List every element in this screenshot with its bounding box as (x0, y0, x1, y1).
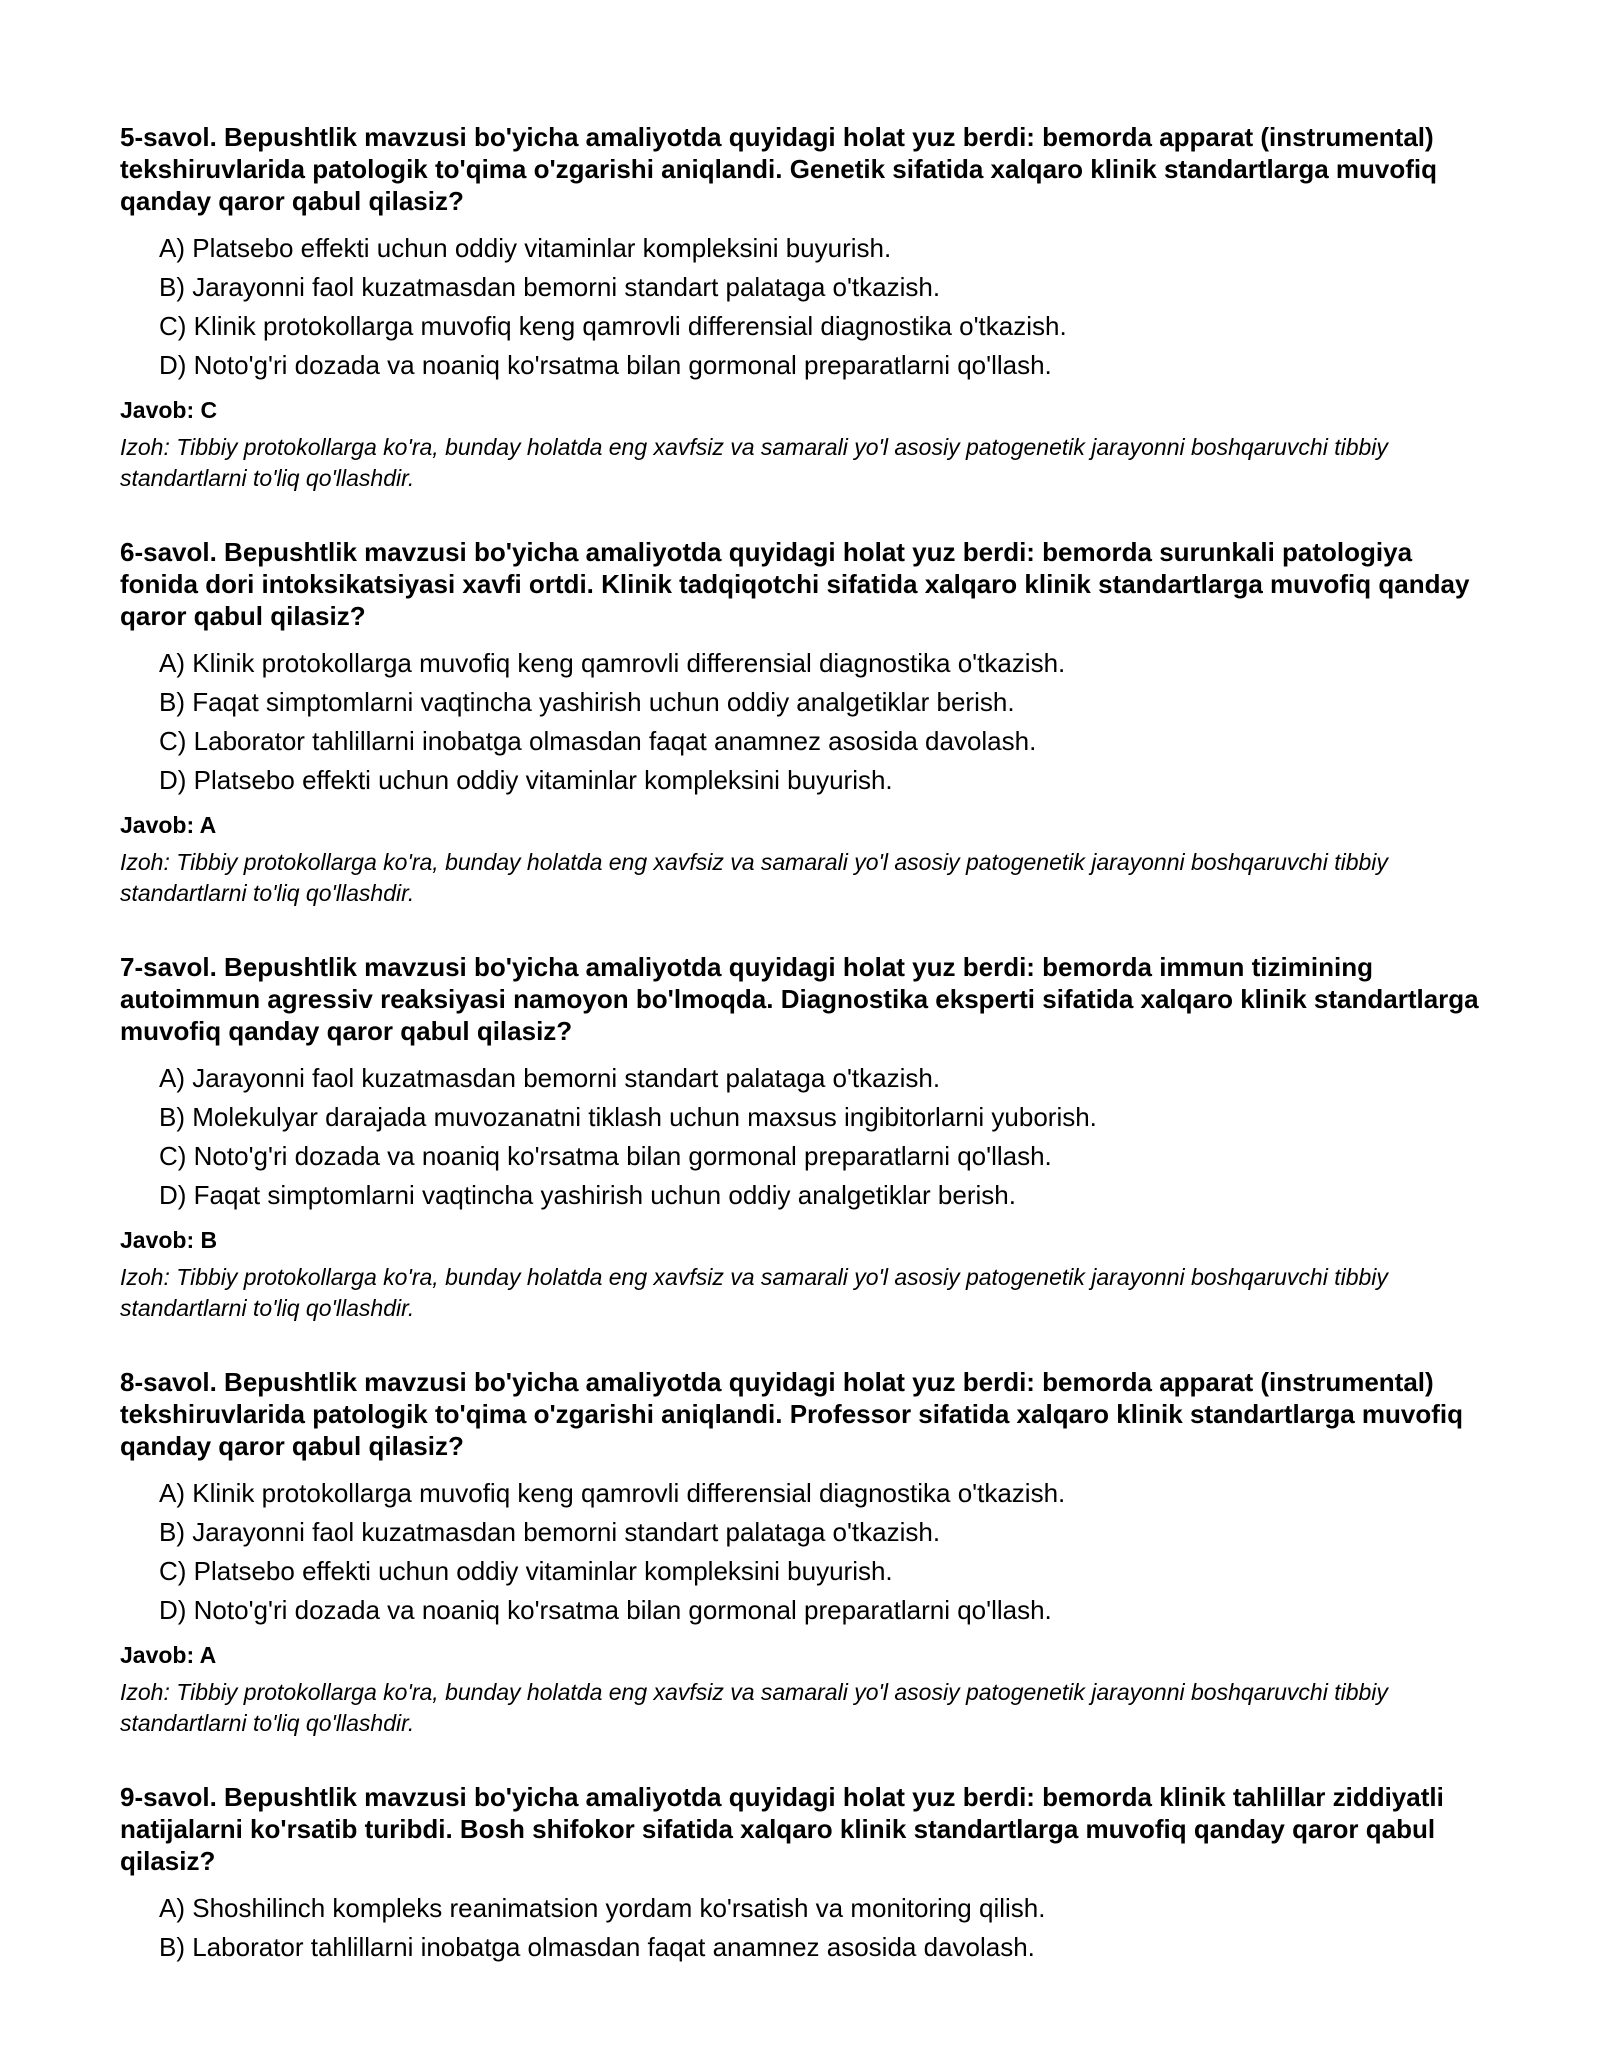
answer-options (120, 1474, 1490, 1630)
option-d: D) Faqat simptomlarni vaqtincha yashirish uchun oddiy analgetiklar berish. (159, 1180, 1016, 1210)
answer-key: Javob: A (120, 1642, 217, 1668)
option-c: C) Laborator tahlillarni inobatga olmasdan faqat anamnez asosida davolash. (159, 726, 1037, 756)
answer-key: Javob: C (120, 397, 218, 423)
explanation-note: Izoh: Tibbiy protokollarga ko'ra, bunday holatda eng xavfsiz va samarali yo'l asosiy patogenetik jarayonni boshqaruvchi tibbiy standartlarni to'liq qo'llashdir. (120, 1264, 1388, 1321)
explanation-note: Izoh: Tibbiy protokollarga ko'ra, bunday holatda eng xavfsiz va samarali yo'l asosiy patogenetik jarayonni boshqaruvchi tibbiy standartlarni to'liq qo'llashdir. (120, 1679, 1388, 1736)
option-b: B) Molekulyar darajada muvozanatni tiklash uchun maxsus ingibitorlarni yuborish. (159, 1102, 1097, 1132)
option-c: C) Klinik protokollarga muvofiq keng qamrovli differensial diagnostika o'tkazish. (159, 311, 1067, 341)
option-d: D) Noto'g'ri dozada va noaniq ko'rsatma bilan gormonal preparatlarni qo'llash. (159, 1595, 1052, 1625)
option-c: C) Noto'g'ri dozada va noaniq ko'rsatma bilan gormonal preparatlarni qo'llash. (159, 1141, 1052, 1171)
option-a: A) Klinik protokollarga muvofiq keng qamrovli differensial diagnostika o'tkazish. (159, 648, 1066, 678)
option-b: B) Laborator tahlillarni inobatga olmasdan faqat anamnez asosida davolash. (159, 1932, 1035, 1962)
question-block-9 (120, 1781, 1490, 1967)
option-d: D) Platsebo effekti uchun oddiy vitaminlar kompleksini buyurish. (159, 765, 893, 795)
answer-key: Javob: B (120, 1227, 218, 1253)
question-block-7 (120, 951, 1490, 1324)
question-title: 9-savol. Bepushtlik mavzusi bo'yicha amaliyotda quyidagi holat yuz berdi: bemorda klinik tahlillar ziddiyatli natijalarni ko'rsatib turibdi. Bosh shifokor sifatida xalqaro klinik standartlarga muvofiq qanday qaror qabul qilasiz? (120, 1782, 1444, 1876)
answer-key: Javob: A (120, 812, 217, 838)
question-block-8 (120, 1366, 1490, 1739)
question-title: 5-savol. Bepushtlik mavzusi bo'yicha amaliyotda quyidagi holat yuz berdi: bemorda apparat (instrumental) tekshiruvlarida patologik to'qima o'zgarishi aniqlandi. Genetik sifatida xalqaro klinik standartlarga muvofiq qanday qaror qabul qilasiz? (120, 122, 1437, 216)
question-title: 8-savol. Bepushtlik mavzusi bo'yicha amaliyotda quyidagi holat yuz berdi: bemorda apparat (instrumental) tekshiruvlarida patologik to'qima o'zgarishi aniqlandi. Professor sifatida xalqaro klinik standartlarga muvofiq qanday qaror qabul qilasiz? (120, 1367, 1464, 1461)
answer-options (120, 1059, 1490, 1215)
question-block-5 (120, 121, 1490, 494)
answer-options (120, 644, 1490, 800)
question-title: 7-savol. Bepushtlik mavzusi bo'yicha amaliyotda quyidagi holat yuz berdi: bemorda immun tizimining autoimmun agressiv reaksiyasi namoyon bo'lmoqda. Diagnostika eksperti sifatida xalqaro klinik standartlarga muvofiq qanday qaror qabul qilasiz? (120, 952, 1479, 1046)
option-b: B) Jarayonni faol kuzatmasdan bemorni standart palataga o'tkazish. (159, 272, 941, 302)
explanation-note: Izoh: Tibbiy protokollarga ko'ra, bunday holatda eng xavfsiz va samarali yo'l asosiy patogenetik jarayonni boshqaruvchi tibbiy standartlarni to'liq qo'llashdir. (120, 849, 1388, 906)
option-b: B) Faqat simptomlarni vaqtincha yashirish uchun oddiy analgetiklar berish. (159, 687, 1015, 717)
option-d: D) Noto'g'ri dozada va noaniq ko'rsatma bilan gormonal preparatlarni qo'llash. (159, 350, 1052, 380)
answer-options (120, 229, 1490, 385)
question-title: 6-savol. Bepushtlik mavzusi bo'yicha amaliyotda quyidagi holat yuz berdi: bemorda surunkali patologiya fonida dori intoksikatsiyasi xavfi ortdi. Klinik tadqiqotchi sifatida xalqaro klinik standartlarga muvofiq qanday qaror qabul qilasiz? (120, 537, 1470, 631)
option-c: C) Platsebo effekti uchun oddiy vitaminlar kompleksini buyurish. (159, 1556, 893, 1586)
option-a: A) Jarayonni faol kuzatmasdan bemorni standart palataga o'tkazish. (159, 1063, 941, 1093)
option-a: A) Platsebo effekti uchun oddiy vitaminlar kompleksini buyurish. (159, 233, 892, 263)
option-a: A) Shoshilinch kompleks reanimatsion yordam ko'rsatish va monitoring qilish. (159, 1893, 1046, 1923)
option-a: A) Klinik protokollarga muvofiq keng qamrovli differensial diagnostika o'tkazish. (159, 1478, 1066, 1508)
answer-options (120, 1889, 1490, 1967)
question-block-6 (120, 536, 1490, 909)
explanation-note: Izoh: Tibbiy protokollarga ko'ra, bunday holatda eng xavfsiz va samarali yo'l asosiy patogenetik jarayonni boshqaruvchi tibbiy standartlarni to'liq qo'llashdir. (120, 434, 1388, 491)
option-b: B) Jarayonni faol kuzatmasdan bemorni standart palataga o'tkazish. (159, 1517, 941, 1547)
